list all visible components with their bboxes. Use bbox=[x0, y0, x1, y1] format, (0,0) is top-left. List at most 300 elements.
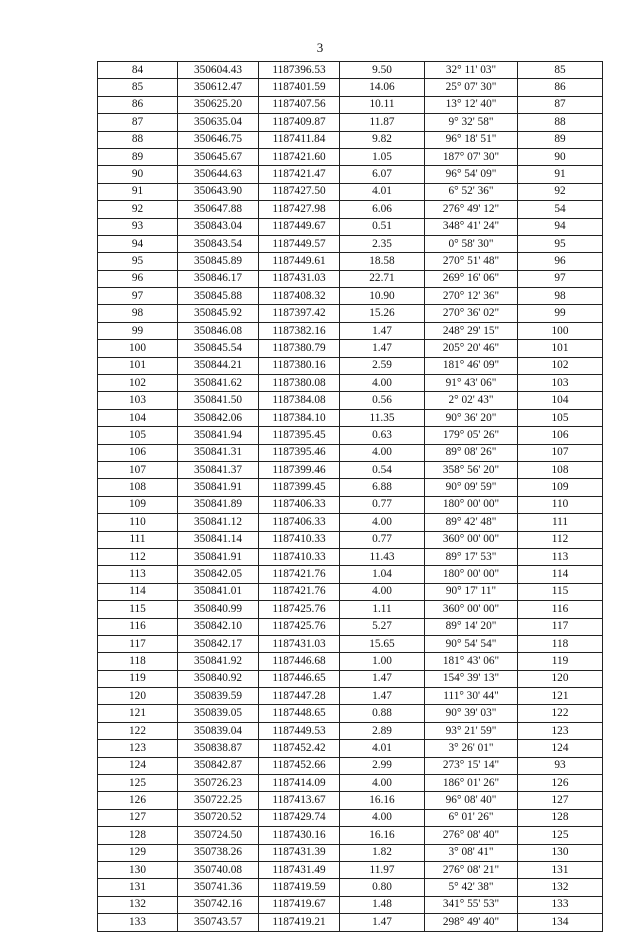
table-row bbox=[98, 914, 603, 931]
bearing-cell: 90° 17' 11" bbox=[425, 583, 518, 600]
point-number-cell: 119 bbox=[98, 670, 178, 687]
next-point-cell: 93 bbox=[518, 757, 603, 774]
x-coordinate-cell: 350722.25 bbox=[178, 792, 259, 809]
table-row bbox=[98, 235, 603, 252]
y-coordinate-cell: 1187397.42 bbox=[259, 305, 340, 322]
x-coordinate-cell: 350843.04 bbox=[178, 218, 259, 235]
x-coordinate-cell: 350726.23 bbox=[178, 775, 259, 792]
bearing-cell: 187° 07' 30" bbox=[425, 148, 518, 165]
page-number: 3 bbox=[316, 40, 324, 55]
next-point-cell: 97 bbox=[518, 270, 603, 287]
y-coordinate-cell: 1187446.68 bbox=[259, 653, 340, 670]
y-coordinate-cell: 1187399.45 bbox=[259, 479, 340, 496]
bearing-cell: 270° 51' 48" bbox=[425, 253, 518, 270]
distance-cell: 2.35 bbox=[340, 235, 425, 252]
bearing-cell: 32° 11' 03" bbox=[425, 62, 518, 79]
x-coordinate-cell: 350724.50 bbox=[178, 827, 259, 844]
bearing-cell: 248° 29' 15" bbox=[425, 322, 518, 339]
next-point-cell: 115 bbox=[518, 583, 603, 600]
bearing-cell: 205° 20' 46" bbox=[425, 340, 518, 357]
point-number-cell: 103 bbox=[98, 392, 178, 409]
table-row bbox=[98, 861, 603, 878]
distance-cell: 0.63 bbox=[340, 427, 425, 444]
bearing-cell: 179° 05' 26" bbox=[425, 427, 518, 444]
y-coordinate-cell: 1187425.76 bbox=[259, 618, 340, 635]
table-row bbox=[98, 409, 603, 426]
distance-cell: 10.90 bbox=[340, 288, 425, 305]
y-coordinate-cell: 1187380.79 bbox=[259, 340, 340, 357]
next-point-cell: 92 bbox=[518, 183, 603, 200]
x-coordinate-cell: 350644.63 bbox=[178, 166, 259, 183]
next-point-cell: 89 bbox=[518, 131, 603, 148]
x-coordinate-cell: 350635.04 bbox=[178, 114, 259, 131]
bearing-cell: 360° 00' 00" bbox=[425, 601, 518, 618]
y-coordinate-cell: 1187380.08 bbox=[259, 375, 340, 392]
table-row bbox=[98, 653, 603, 670]
table-row bbox=[98, 357, 603, 374]
y-coordinate-cell: 1187407.56 bbox=[259, 96, 340, 113]
x-coordinate-cell: 350845.88 bbox=[178, 288, 259, 305]
y-coordinate-cell: 1187427.50 bbox=[259, 183, 340, 200]
table-row bbox=[98, 322, 603, 339]
point-number-cell: 131 bbox=[98, 879, 178, 896]
distance-cell: 0.54 bbox=[340, 461, 425, 478]
distance-cell: 2.59 bbox=[340, 357, 425, 374]
next-point-cell: 96 bbox=[518, 253, 603, 270]
distance-cell: 1.48 bbox=[340, 896, 425, 913]
y-coordinate-cell: 1187446.65 bbox=[259, 670, 340, 687]
bearing-cell: 89° 17' 53" bbox=[425, 548, 518, 565]
y-coordinate-cell: 1187408.32 bbox=[259, 288, 340, 305]
bearing-cell: 25° 07' 30" bbox=[425, 79, 518, 96]
bearing-cell: 276° 49' 12" bbox=[425, 201, 518, 218]
y-coordinate-cell: 1187395.46 bbox=[259, 444, 340, 461]
distance-cell: 2.89 bbox=[340, 722, 425, 739]
y-coordinate-cell: 1187411.84 bbox=[259, 131, 340, 148]
point-number-cell: 114 bbox=[98, 583, 178, 600]
table-row bbox=[98, 62, 603, 79]
distance-cell: 11.35 bbox=[340, 409, 425, 426]
y-coordinate-cell: 1187384.10 bbox=[259, 409, 340, 426]
table-row bbox=[98, 131, 603, 148]
point-number-cell: 125 bbox=[98, 775, 178, 792]
table-row bbox=[98, 514, 603, 531]
distance-cell: 9.50 bbox=[340, 62, 425, 79]
y-coordinate-cell: 1187452.42 bbox=[259, 740, 340, 757]
next-point-cell: 100 bbox=[518, 322, 603, 339]
next-point-cell: 125 bbox=[518, 827, 603, 844]
point-number-cell: 92 bbox=[98, 201, 178, 218]
table-row bbox=[98, 270, 603, 287]
distance-cell: 4.00 bbox=[340, 809, 425, 826]
y-coordinate-cell: 1187429.74 bbox=[259, 809, 340, 826]
distance-cell: 0.77 bbox=[340, 531, 425, 548]
point-number-cell: 98 bbox=[98, 305, 178, 322]
x-coordinate-cell: 350841.50 bbox=[178, 392, 259, 409]
point-number-cell: 93 bbox=[98, 218, 178, 235]
distance-cell: 0.51 bbox=[340, 218, 425, 235]
y-coordinate-cell: 1187410.33 bbox=[259, 531, 340, 548]
bearing-cell: 89° 08' 26" bbox=[425, 444, 518, 461]
table-row bbox=[98, 670, 603, 687]
distance-cell: 1.47 bbox=[340, 914, 425, 931]
x-coordinate-cell: 350625.20 bbox=[178, 96, 259, 113]
x-coordinate-cell: 350846.17 bbox=[178, 270, 259, 287]
bearing-cell: 358° 56' 20" bbox=[425, 461, 518, 478]
x-coordinate-cell: 350844.21 bbox=[178, 357, 259, 374]
y-coordinate-cell: 1187384.08 bbox=[259, 392, 340, 409]
y-coordinate-cell: 1187421.60 bbox=[259, 148, 340, 165]
distance-cell: 10.11 bbox=[340, 96, 425, 113]
distance-cell: 4.00 bbox=[340, 375, 425, 392]
table-row bbox=[98, 705, 603, 722]
bearing-cell: 9° 32' 58" bbox=[425, 114, 518, 131]
x-coordinate-cell: 350643.90 bbox=[178, 183, 259, 200]
next-point-cell: 132 bbox=[518, 879, 603, 896]
distance-cell: 9.82 bbox=[340, 131, 425, 148]
point-number-cell: 116 bbox=[98, 618, 178, 635]
point-number-cell: 105 bbox=[98, 427, 178, 444]
point-number-cell: 88 bbox=[98, 131, 178, 148]
distance-cell: 4.01 bbox=[340, 183, 425, 200]
table-row bbox=[98, 844, 603, 861]
y-coordinate-cell: 1187380.16 bbox=[259, 357, 340, 374]
y-coordinate-cell: 1187449.61 bbox=[259, 253, 340, 270]
distance-cell: 22.71 bbox=[340, 270, 425, 287]
bearing-cell: 186° 01' 26" bbox=[425, 775, 518, 792]
y-coordinate-cell: 1187419.67 bbox=[259, 896, 340, 913]
next-point-cell: 99 bbox=[518, 305, 603, 322]
next-point-cell: 122 bbox=[518, 705, 603, 722]
y-coordinate-cell: 1187419.21 bbox=[259, 914, 340, 931]
bearing-cell: 181° 46' 09" bbox=[425, 357, 518, 374]
distance-cell: 1.47 bbox=[340, 670, 425, 687]
y-coordinate-cell: 1187425.76 bbox=[259, 601, 340, 618]
y-coordinate-cell: 1187421.76 bbox=[259, 566, 340, 583]
next-point-cell: 109 bbox=[518, 479, 603, 496]
y-coordinate-cell: 1187431.03 bbox=[259, 635, 340, 652]
table-row bbox=[98, 792, 603, 809]
table-row bbox=[98, 183, 603, 200]
x-coordinate-cell: 350612.47 bbox=[178, 79, 259, 96]
point-number-cell: 111 bbox=[98, 531, 178, 548]
next-point-cell: 108 bbox=[518, 461, 603, 478]
distance-cell: 4.01 bbox=[340, 740, 425, 757]
y-coordinate-cell: 1187396.53 bbox=[259, 62, 340, 79]
next-point-cell: 130 bbox=[518, 844, 603, 861]
point-number-cell: 118 bbox=[98, 653, 178, 670]
point-number-cell: 115 bbox=[98, 601, 178, 618]
next-point-cell: 86 bbox=[518, 79, 603, 96]
y-coordinate-cell: 1187449.57 bbox=[259, 235, 340, 252]
point-number-cell: 122 bbox=[98, 722, 178, 739]
table-row bbox=[98, 444, 603, 461]
next-point-cell: 104 bbox=[518, 392, 603, 409]
y-coordinate-cell: 1187452.66 bbox=[259, 757, 340, 774]
table-row bbox=[98, 583, 603, 600]
distance-cell: 0.80 bbox=[340, 879, 425, 896]
x-coordinate-cell: 350840.92 bbox=[178, 670, 259, 687]
table-row bbox=[98, 827, 603, 844]
y-coordinate-cell: 1187427.98 bbox=[259, 201, 340, 218]
y-coordinate-cell: 1187421.76 bbox=[259, 583, 340, 600]
bearing-cell: 270° 12' 36" bbox=[425, 288, 518, 305]
point-number-cell: 99 bbox=[98, 322, 178, 339]
point-number-cell: 106 bbox=[98, 444, 178, 461]
x-coordinate-cell: 350839.05 bbox=[178, 705, 259, 722]
point-number-cell: 129 bbox=[98, 844, 178, 861]
bearing-cell: 270° 36' 02" bbox=[425, 305, 518, 322]
bearing-cell: 6° 52' 36" bbox=[425, 183, 518, 200]
distance-cell: 4.00 bbox=[340, 514, 425, 531]
bearing-cell: 348° 41' 24" bbox=[425, 218, 518, 235]
bearing-cell: 180° 00' 00" bbox=[425, 496, 518, 513]
next-point-cell: 133 bbox=[518, 896, 603, 913]
point-number-cell: 123 bbox=[98, 740, 178, 757]
x-coordinate-cell: 350843.54 bbox=[178, 235, 259, 252]
x-coordinate-cell: 350842.17 bbox=[178, 635, 259, 652]
distance-cell: 11.87 bbox=[340, 114, 425, 131]
distance-cell: 1.05 bbox=[340, 148, 425, 165]
point-number-cell: 128 bbox=[98, 827, 178, 844]
y-coordinate-cell: 1187430.16 bbox=[259, 827, 340, 844]
bearing-cell: 91° 43' 06" bbox=[425, 375, 518, 392]
bearing-cell: 96° 08' 40" bbox=[425, 792, 518, 809]
point-number-cell: 84 bbox=[98, 62, 178, 79]
coordinates-table-body bbox=[98, 62, 603, 932]
point-number-cell: 101 bbox=[98, 357, 178, 374]
x-coordinate-cell: 350720.52 bbox=[178, 809, 259, 826]
x-coordinate-cell: 350841.37 bbox=[178, 461, 259, 478]
x-coordinate-cell: 350740.08 bbox=[178, 861, 259, 878]
bearing-cell: 276° 08' 21" bbox=[425, 861, 518, 878]
point-number-cell: 127 bbox=[98, 809, 178, 826]
next-point-cell: 114 bbox=[518, 566, 603, 583]
point-number-cell: 96 bbox=[98, 270, 178, 287]
point-number-cell: 86 bbox=[98, 96, 178, 113]
x-coordinate-cell: 350842.06 bbox=[178, 409, 259, 426]
x-coordinate-cell: 350841.89 bbox=[178, 496, 259, 513]
next-point-cell: 112 bbox=[518, 531, 603, 548]
bearing-cell: 90° 54' 54" bbox=[425, 635, 518, 652]
x-coordinate-cell: 350645.67 bbox=[178, 148, 259, 165]
y-coordinate-cell: 1187431.49 bbox=[259, 861, 340, 878]
table-row bbox=[98, 879, 603, 896]
y-coordinate-cell: 1187421.47 bbox=[259, 166, 340, 183]
bearing-cell: 273° 15' 14" bbox=[425, 757, 518, 774]
point-number-cell: 133 bbox=[98, 914, 178, 931]
table-row bbox=[98, 340, 603, 357]
distance-cell: 6.88 bbox=[340, 479, 425, 496]
x-coordinate-cell: 350604.43 bbox=[178, 62, 259, 79]
point-number-cell: 110 bbox=[98, 514, 178, 531]
table-row bbox=[98, 114, 603, 131]
x-coordinate-cell: 350839.04 bbox=[178, 722, 259, 739]
table-row bbox=[98, 253, 603, 270]
coordinates-table bbox=[97, 61, 603, 932]
point-number-cell: 102 bbox=[98, 375, 178, 392]
x-coordinate-cell: 350741.36 bbox=[178, 879, 259, 896]
x-coordinate-cell: 350846.08 bbox=[178, 322, 259, 339]
point-number-cell: 126 bbox=[98, 792, 178, 809]
table-row bbox=[98, 531, 603, 548]
distance-cell: 1.47 bbox=[340, 322, 425, 339]
x-coordinate-cell: 350841.62 bbox=[178, 375, 259, 392]
next-point-cell: 98 bbox=[518, 288, 603, 305]
distance-cell: 5.27 bbox=[340, 618, 425, 635]
x-coordinate-cell: 350845.54 bbox=[178, 340, 259, 357]
y-coordinate-cell: 1187409.87 bbox=[259, 114, 340, 131]
bearing-cell: 180° 00' 00" bbox=[425, 566, 518, 583]
bearing-cell: 3° 26' 01" bbox=[425, 740, 518, 757]
y-coordinate-cell: 1187382.16 bbox=[259, 322, 340, 339]
point-number-cell: 117 bbox=[98, 635, 178, 652]
bearing-cell: 269° 16' 06" bbox=[425, 270, 518, 287]
y-coordinate-cell: 1187414.09 bbox=[259, 775, 340, 792]
x-coordinate-cell: 350841.31 bbox=[178, 444, 259, 461]
next-point-cell: 85 bbox=[518, 62, 603, 79]
bearing-cell: 360° 00' 00" bbox=[425, 531, 518, 548]
y-coordinate-cell: 1187410.33 bbox=[259, 548, 340, 565]
next-point-cell: 103 bbox=[518, 375, 603, 392]
bearing-cell: 89° 42' 48" bbox=[425, 514, 518, 531]
distance-cell: 4.00 bbox=[340, 775, 425, 792]
point-number-cell: 100 bbox=[98, 340, 178, 357]
next-point-cell: 119 bbox=[518, 653, 603, 670]
next-point-cell: 94 bbox=[518, 218, 603, 235]
bearing-cell: 111° 30' 44" bbox=[425, 688, 518, 705]
distance-cell: 11.43 bbox=[340, 548, 425, 565]
table-row bbox=[98, 479, 603, 496]
next-point-cell: 127 bbox=[518, 792, 603, 809]
y-coordinate-cell: 1187449.67 bbox=[259, 218, 340, 235]
next-point-cell: 124 bbox=[518, 740, 603, 757]
point-number-cell: 124 bbox=[98, 757, 178, 774]
distance-cell: 1.11 bbox=[340, 601, 425, 618]
point-number-cell: 109 bbox=[98, 496, 178, 513]
bearing-cell: 3° 08' 41" bbox=[425, 844, 518, 861]
table-row bbox=[98, 427, 603, 444]
next-point-cell: 88 bbox=[518, 114, 603, 131]
next-point-cell: 113 bbox=[518, 548, 603, 565]
bearing-cell: 341° 55' 53" bbox=[425, 896, 518, 913]
distance-cell: 4.00 bbox=[340, 444, 425, 461]
table-row bbox=[98, 618, 603, 635]
x-coordinate-cell: 350842.87 bbox=[178, 757, 259, 774]
x-coordinate-cell: 350845.92 bbox=[178, 305, 259, 322]
table-row bbox=[98, 461, 603, 478]
y-coordinate-cell: 1187413.67 bbox=[259, 792, 340, 809]
next-point-cell: 117 bbox=[518, 618, 603, 635]
point-number-cell: 87 bbox=[98, 114, 178, 131]
point-number-cell: 104 bbox=[98, 409, 178, 426]
point-number-cell: 94 bbox=[98, 235, 178, 252]
bearing-cell: 276° 08' 40" bbox=[425, 827, 518, 844]
y-coordinate-cell: 1187431.39 bbox=[259, 844, 340, 861]
distance-cell: 15.65 bbox=[340, 635, 425, 652]
x-coordinate-cell: 350646.75 bbox=[178, 131, 259, 148]
y-coordinate-cell: 1187406.33 bbox=[259, 514, 340, 531]
y-coordinate-cell: 1187399.46 bbox=[259, 461, 340, 478]
next-point-cell: 90 bbox=[518, 148, 603, 165]
point-number-cell: 108 bbox=[98, 479, 178, 496]
next-point-cell: 54 bbox=[518, 201, 603, 218]
table-row bbox=[98, 757, 603, 774]
point-number-cell: 107 bbox=[98, 461, 178, 478]
x-coordinate-cell: 350841.92 bbox=[178, 653, 259, 670]
distance-cell: 4.00 bbox=[340, 583, 425, 600]
x-coordinate-cell: 350841.12 bbox=[178, 514, 259, 531]
distance-cell: 1.82 bbox=[340, 844, 425, 861]
point-number-cell: 97 bbox=[98, 288, 178, 305]
distance-cell: 16.16 bbox=[340, 792, 425, 809]
table-row bbox=[98, 392, 603, 409]
next-point-cell: 105 bbox=[518, 409, 603, 426]
next-point-cell: 126 bbox=[518, 775, 603, 792]
x-coordinate-cell: 350841.94 bbox=[178, 427, 259, 444]
table-row bbox=[98, 79, 603, 96]
point-number-cell: 130 bbox=[98, 861, 178, 878]
point-number-cell: 113 bbox=[98, 566, 178, 583]
distance-cell: 18.58 bbox=[340, 253, 425, 270]
x-coordinate-cell: 350841.01 bbox=[178, 583, 259, 600]
distance-cell: 15.26 bbox=[340, 305, 425, 322]
x-coordinate-cell: 350647.88 bbox=[178, 201, 259, 218]
x-coordinate-cell: 350841.91 bbox=[178, 548, 259, 565]
y-coordinate-cell: 1187406.33 bbox=[259, 496, 340, 513]
next-point-cell: 95 bbox=[518, 235, 603, 252]
table-row bbox=[98, 166, 603, 183]
bearing-cell: 0° 58' 30" bbox=[425, 235, 518, 252]
distance-cell: 1.04 bbox=[340, 566, 425, 583]
table-row bbox=[98, 96, 603, 113]
bearing-cell: 2° 02' 43" bbox=[425, 392, 518, 409]
x-coordinate-cell: 350840.99 bbox=[178, 601, 259, 618]
x-coordinate-cell: 350841.91 bbox=[178, 479, 259, 496]
x-coordinate-cell: 350738.26 bbox=[178, 844, 259, 861]
distance-cell: 16.16 bbox=[340, 827, 425, 844]
distance-cell: 0.88 bbox=[340, 705, 425, 722]
distance-cell: 2.99 bbox=[340, 757, 425, 774]
point-number-cell: 91 bbox=[98, 183, 178, 200]
distance-cell: 1.47 bbox=[340, 688, 425, 705]
y-coordinate-cell: 1187447.28 bbox=[259, 688, 340, 705]
next-point-cell: 87 bbox=[518, 96, 603, 113]
next-point-cell: 110 bbox=[518, 496, 603, 513]
distance-cell: 0.77 bbox=[340, 496, 425, 513]
bearing-cell: 13° 12' 40" bbox=[425, 96, 518, 113]
table-row bbox=[98, 722, 603, 739]
point-number-cell: 121 bbox=[98, 705, 178, 722]
x-coordinate-cell: 350838.87 bbox=[178, 740, 259, 757]
x-coordinate-cell: 350839.59 bbox=[178, 688, 259, 705]
point-number-cell: 112 bbox=[98, 548, 178, 565]
distance-cell: 6.07 bbox=[340, 166, 425, 183]
table-row bbox=[98, 496, 603, 513]
bearing-cell: 93° 21' 59" bbox=[425, 722, 518, 739]
table-row bbox=[98, 688, 603, 705]
x-coordinate-cell: 350742.16 bbox=[178, 896, 259, 913]
table-row bbox=[98, 601, 603, 618]
distance-cell: 11.97 bbox=[340, 861, 425, 878]
table-row bbox=[98, 201, 603, 218]
next-point-cell: 102 bbox=[518, 357, 603, 374]
bearing-cell: 90° 09' 59" bbox=[425, 479, 518, 496]
bearing-cell: 90° 39' 03" bbox=[425, 705, 518, 722]
table-row bbox=[98, 305, 603, 322]
point-number-cell: 132 bbox=[98, 896, 178, 913]
bearing-cell: 96° 54' 09" bbox=[425, 166, 518, 183]
